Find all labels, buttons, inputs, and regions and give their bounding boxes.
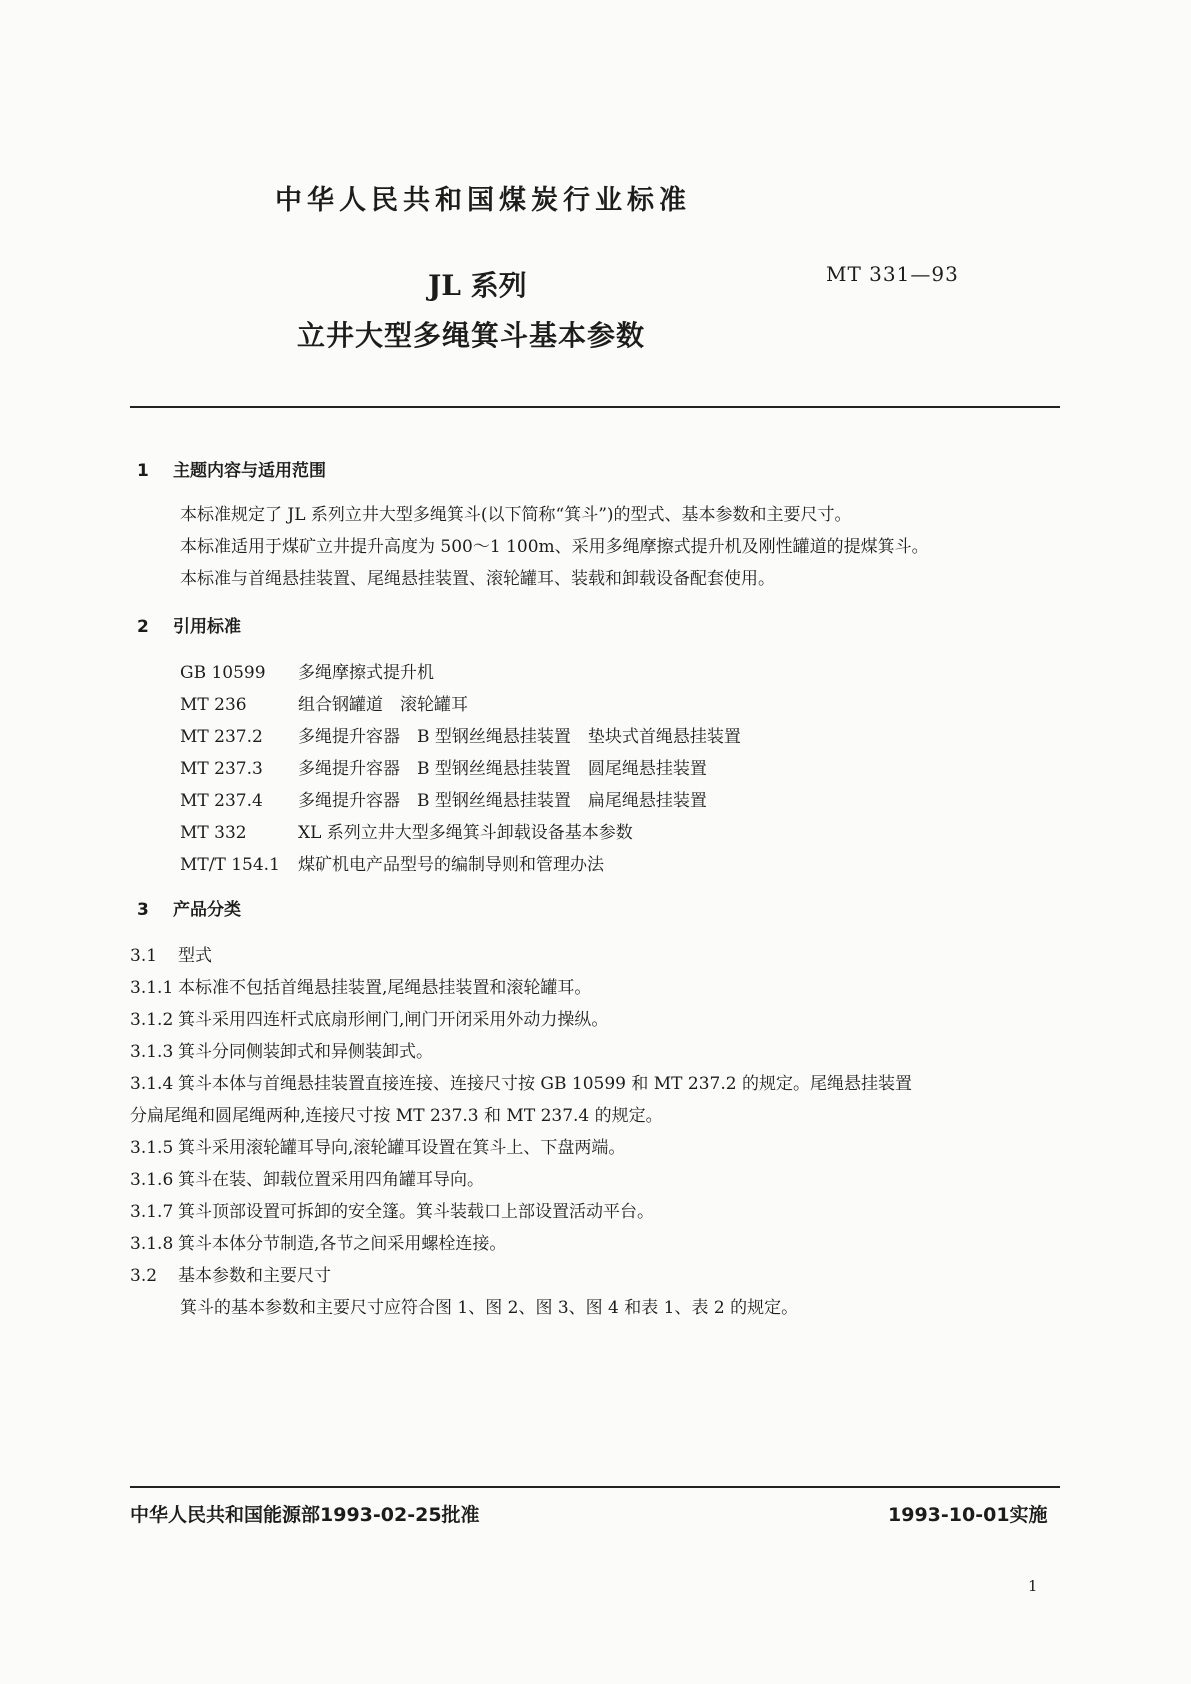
approval-date: 中华人民共和国能源部1993-02-25批准 [130,1504,480,1526]
header-divider [130,406,1060,408]
footer-divider [130,1486,1060,1488]
reference-code: MT/T 154.1 [180,855,280,875]
clause-number: 3.1.5 [130,1138,174,1158]
section-2-heading [137,612,241,637]
reference-title: 多绳摩擦式提升机 [298,663,434,683]
standard-code: MT 331—93 [826,262,959,286]
section-1-heading [137,456,326,481]
clause-text: 箕斗本体与首绳悬挂装置直接连接、连接尺寸按 GB 10599 和 MT 237.2 的规定。尾绳悬挂装置 [178,1074,912,1094]
reference-item [180,850,604,875]
clause-text: 本标准不包括首绳悬挂装置,尾绳悬挂装置和滚轮罐耳。 [178,978,592,998]
clause-number: 3.1.4 [130,1074,174,1094]
section-number: 3 [137,900,149,920]
clause [130,1133,625,1158]
paragraph: 本标准与首绳悬挂装置、尾绳悬挂装置、滚轮罐耳、装载和卸载设备配套使用。 [180,569,775,589]
clause [130,1069,912,1094]
clause-number: 3.1.2 [130,1010,174,1030]
clause-text: 型式 [178,946,212,966]
clause-number: 3.1.1 [130,978,174,998]
paragraph: 本标准适用于煤矿立井提升高度为 500～1 100m、采用多绳摩擦式提升机及刚性罐道的提煤箕斗。 [180,537,929,557]
clause-number: 3.2 [130,1266,158,1286]
clause [130,1037,433,1062]
page-number: 1 [1028,1577,1038,1595]
issuing-organization: 中华人民共和国煤炭行业标准 [275,185,691,216]
section-number: 1 [137,461,149,481]
clause-number: 3.1.8 [130,1234,174,1254]
section-title: 主题内容与适用范围 [173,461,326,481]
reference-title: XL 系列立井大型多绳箕斗卸载设备基本参数 [298,823,633,843]
section-number: 2 [137,617,149,637]
clause-continuation: 分扁尾绳和圆尾绳两种,连接尺寸按 MT 237.3 和 MT 237.4 的规定。 [130,1106,663,1126]
section-title: 产品分类 [173,900,241,920]
reference-title: 多绳提升容器 B 型钢丝绳悬挂装置 垫块式首绳悬挂装置 [298,727,741,747]
clause [130,941,212,966]
clause [130,973,591,998]
reference-title: 多绳提升容器 B 型钢丝绳悬挂装置 圆尾绳悬挂装置 [298,759,707,779]
clause [130,1261,331,1286]
reference-code: MT 237.3 [180,759,263,779]
clause-number: 3.1.7 [130,1202,174,1222]
reference-code: GB 10599 [180,663,266,683]
clause-text: 箕斗采用滚轮罐耳导向,滚轮罐耳设置在箕斗上、下盘两端。 [178,1138,626,1158]
title-line-1: JL 系列 [428,269,527,302]
clause-text: 箕斗本体分节制造,各节之间采用螺栓连接。 [178,1234,507,1254]
clause [130,1229,506,1254]
clause [130,1197,654,1222]
reference-code: MT 237.2 [180,727,263,747]
clause-number: 3.1.6 [130,1170,174,1190]
reference-item [180,722,741,747]
section-3-heading [137,895,241,920]
reference-code: MT 236 [180,695,247,715]
clause-number: 3.1.3 [130,1042,174,1062]
clause-text: 箕斗分同侧装卸式和异侧装卸式。 [178,1042,433,1062]
clause-number: 3.1 [130,946,158,966]
clause [130,1005,608,1030]
title-line-2: 立井大型多绳箕斗基本参数 [297,319,646,352]
paragraph: 本标准规定了 JL 系列立井大型多绳箕斗(以下简称“箕斗”)的型式、基本参数和主要尺寸。 [180,505,852,525]
reference-code: MT 332 [180,823,247,843]
clause-text: 箕斗采用四连杆式底扇形闸门,闸门开闭采用外动力操纵。 [178,1010,609,1030]
reference-title: 组合钢罐道 滚轮罐耳 [298,695,468,715]
reference-title: 煤矿机电产品型号的编制导则和管理办法 [298,855,604,875]
clause-text: 箕斗顶部设置可拆卸的安全篷。箕斗装载口上部设置活动平台。 [178,1202,654,1222]
reference-item [180,818,633,843]
reference-item [180,658,434,683]
reference-code: MT 237.4 [180,791,263,811]
reference-item [180,786,707,811]
paragraph: 箕斗的基本参数和主要尺寸应符合图 1、图 2、图 3、图 4 和表 1、表 2 的规定。 [180,1298,799,1318]
clause-text: 基本参数和主要尺寸 [178,1266,331,1286]
clause-text: 箕斗在装、卸载位置采用四角罐耳导向。 [178,1170,484,1190]
effective-date: 1993-10-01实施 [888,1504,1048,1526]
clause [130,1165,484,1190]
section-title: 引用标准 [173,617,241,637]
reference-title: 多绳提升容器 B 型钢丝绳悬挂装置 扁尾绳悬挂装置 [298,791,707,811]
reference-item [180,754,707,779]
reference-item [180,690,468,715]
